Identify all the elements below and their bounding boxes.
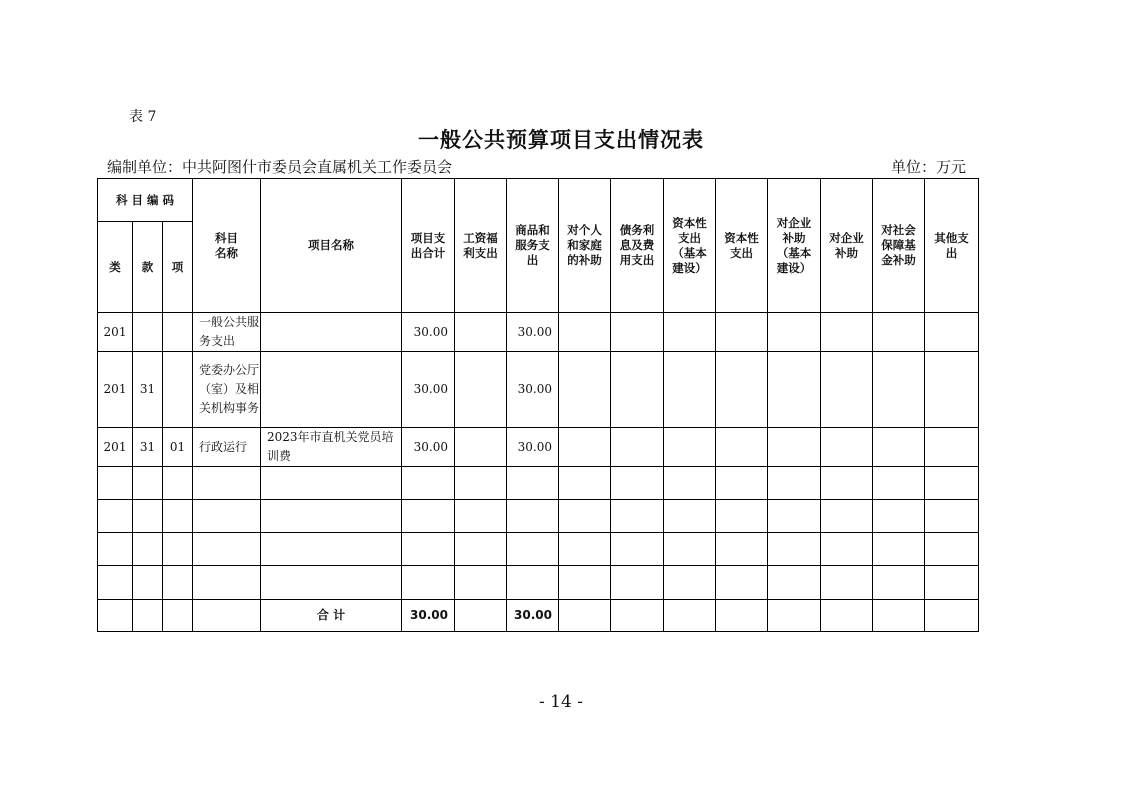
empty-row	[98, 500, 979, 533]
header-debt: 债务利 息及费 用支出	[611, 179, 664, 313]
cell-lei: 201	[98, 352, 133, 428]
cell-empty	[873, 313, 925, 352]
cell-subject: 党委办公厅（室）及相关机构事务	[193, 352, 261, 428]
header-other: 其他支 出	[925, 179, 979, 313]
cell-empty	[559, 428, 611, 467]
header-total: 项目支 出合计	[402, 179, 455, 313]
header-code-group: 科 目 编 码	[98, 179, 193, 222]
cell-empty	[925, 352, 979, 428]
cell-empty	[716, 428, 768, 467]
cell-subject: 行政运行	[193, 428, 261, 467]
cell-empty	[664, 352, 716, 428]
table-row	[98, 352, 979, 428]
header-enterprise-basic: 对企业 补助 （基本 建设）	[768, 179, 821, 313]
cell-empty	[821, 313, 873, 352]
cell-empty	[611, 428, 664, 467]
cell-kuan: 31	[133, 352, 163, 428]
table-row	[98, 313, 979, 352]
header-capital-basic: 资本性 支出 （基本 建设）	[664, 179, 716, 313]
cell-empty	[768, 352, 821, 428]
cell-kuan	[133, 313, 163, 352]
header-xiang: 项	[163, 222, 193, 313]
cell-wage	[455, 352, 507, 428]
cell-empty	[611, 313, 664, 352]
cell-goods: 30.00	[507, 428, 559, 467]
budget-table	[97, 178, 979, 632]
currency-unit: 单位：万元	[891, 158, 967, 176]
total-label: 合 计	[261, 600, 402, 632]
cell-lei: 201	[98, 428, 133, 467]
empty-row	[98, 467, 979, 500]
table-number: 表 7	[129, 109, 157, 125]
cell-total: 30.00	[402, 428, 455, 467]
cell-empty	[664, 313, 716, 352]
cell-xiang	[163, 313, 193, 352]
header-subject-name: 科目 名称	[193, 179, 261, 313]
cell-total: 30.00	[402, 352, 455, 428]
total-row	[98, 600, 979, 632]
cell-project	[261, 313, 402, 352]
cell-empty	[716, 352, 768, 428]
cell-wage	[455, 428, 507, 467]
cell-empty	[664, 428, 716, 467]
cell-empty	[611, 352, 664, 428]
page-number: - 14 -	[539, 692, 583, 712]
header-row-1	[98, 179, 979, 222]
table-row	[98, 428, 979, 467]
compiling-unit: 编制单位：中共阿图什市委员会直属机关工作委员会	[107, 158, 453, 176]
cell-empty	[873, 428, 925, 467]
cell-total: 30.00	[402, 313, 455, 352]
page-title: 一般公共预算项目支出情况表	[418, 128, 704, 152]
cell-goods: 30.00	[507, 352, 559, 428]
total-goods: 30.00	[507, 600, 559, 632]
cell-project	[261, 352, 402, 428]
header-social: 对社会 保障基 金补助	[873, 179, 925, 313]
header-lei: 类	[98, 222, 133, 313]
cell-empty	[768, 313, 821, 352]
cell-empty	[768, 428, 821, 467]
cell-empty	[716, 313, 768, 352]
cell-kuan: 31	[133, 428, 163, 467]
header-wage: 工资福 利支出	[455, 179, 507, 313]
cell-subject: 一般公共服务支出	[193, 313, 261, 352]
header-enterprise: 对企业 补助	[821, 179, 873, 313]
cell-project: 2023年市直机关党员培训费	[261, 428, 402, 467]
cell-xiang	[163, 352, 193, 428]
cell-goods: 30.00	[507, 313, 559, 352]
cell-wage	[455, 313, 507, 352]
empty-row	[98, 566, 979, 600]
cell-empty	[559, 352, 611, 428]
cell-empty	[821, 352, 873, 428]
header-personal: 对个人 和家庭 的补助	[559, 179, 611, 313]
header-goods: 商品和 服务支 出	[507, 179, 559, 313]
cell-empty	[559, 313, 611, 352]
header-kuan: 款	[133, 222, 163, 313]
empty-row	[98, 533, 979, 566]
header-project-name: 项目名称	[261, 179, 402, 313]
cell-xiang: 01	[163, 428, 193, 467]
total-amount: 30.00	[402, 600, 455, 632]
header-capital: 资本性 支出	[716, 179, 768, 313]
cell-empty	[925, 313, 979, 352]
cell-lei: 201	[98, 313, 133, 352]
cell-empty	[873, 352, 925, 428]
cell-empty	[925, 428, 979, 467]
cell-empty	[821, 428, 873, 467]
